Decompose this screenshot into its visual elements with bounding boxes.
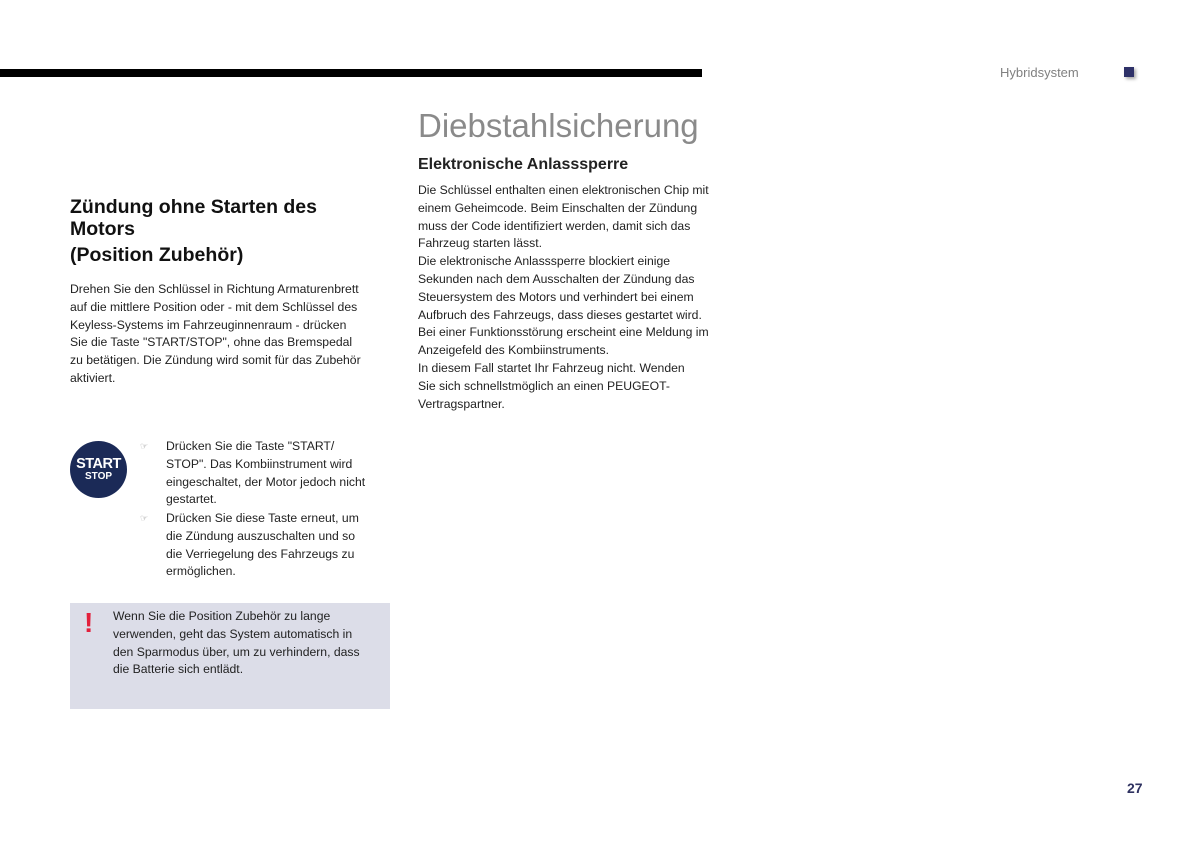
left-subheading: (Position Zubehör) [70,244,244,266]
left-heading-line: Zündung ohne Starten des [70,196,317,218]
text-line: Sie sich schnellstmöglich an einen PEUGEOT- [418,378,670,393]
text-line: Steuersystem des Motors und verhindert bei einem [418,289,694,304]
text-line: Vertragspartner. [418,396,505,411]
text-line: Die Schlüssel enthalten einen elektronischen Chip mit [418,183,709,197]
text-line: die Verriegelung des Fahrzeugs zu [166,546,355,561]
header-rule [0,69,702,77]
page-title: Diebstahlsicherung [418,107,699,144]
section-subtitle: Elektronische Anlasssperre [418,156,629,173]
text-line: einem Geheimcode. Beim Einschalten der Zündung [418,200,698,215]
text-line: Aufbruch des Fahrzeugs, dass dieses gestartet wird. [418,307,702,322]
text-line: zu betätigen. Die Zündung wird somit für das Zubehör [70,353,361,368]
bullet-item [166,510,359,581]
text-line: Sekunden nach dem Ausschalten der Zündung das [418,271,695,286]
text-line: Fahrzeug starten lässt. [418,236,542,251]
text-line: Sie die Taste "START/STOP", ohne das Bremspedal [70,335,353,350]
bullet-item [166,438,365,509]
text-line: Drücken Sie diese Taste erneut, um [166,511,359,525]
text-line: STOP". Das Kombiinstrument wird [166,456,353,471]
right-body-text [418,182,709,413]
text-line: gestartet. [166,492,217,507]
text-line: Wenn Sie die Position Zubehör zu lange [113,609,331,623]
left-body-text [70,281,361,388]
text-line: ermöglichen. [166,564,236,579]
stop-label: STOP [84,471,113,482]
section-marker-icon [1124,67,1134,77]
warning-text [113,608,360,679]
warning-icon: ! [84,607,94,638]
text-line: die Batterie sich entlädt. [113,662,244,677]
text-line: Die elektronische Anlasssperre blockiert einige [418,254,671,269]
start-label: START [76,456,121,472]
warning-box [70,603,390,709]
left-heading-line: Motors [70,218,135,240]
start-stop-button-icon [70,441,127,498]
page-number: 27 [1127,780,1143,796]
pointing-hand-icon: ☞ [140,441,149,451]
text-line: den Sparmodus über, um zu verhindern, dass [113,644,360,659]
text-line: Anzeigefeld des Kombiinstruments. [418,343,610,358]
text-line: eingeschaltet, der Motor jedoch nicht [166,474,366,489]
text-line: Bei einer Funktionsstörung erscheint eine Meldung im [418,325,709,340]
text-line: Drehen Sie den Schlüssel in Richtung Armaturenbrett [70,282,359,296]
text-line: die Zündung auszuschalten und so [166,528,356,543]
section-label: Hybridsystem [1000,65,1079,80]
pointing-hand-icon: ☞ [140,513,149,523]
text-line: In diesem Fall startet Ihr Fahrzeug nicht. Wenden [418,360,685,375]
text-line: verwenden, geht das System automatisch in [113,626,353,641]
left-heading [70,196,317,240]
text-line: aktiviert. [70,370,116,385]
text-line: muss der Code identifiziert werden, damit sich das [418,218,691,233]
text-line: auf die mittlere Position oder - mit dem Schlüssel des [70,299,358,314]
text-line: Drücken Sie die Taste "START/ [166,439,335,453]
text-line: Keyless-Systems im Fahrzeuginnenraum - drücken [70,317,347,332]
